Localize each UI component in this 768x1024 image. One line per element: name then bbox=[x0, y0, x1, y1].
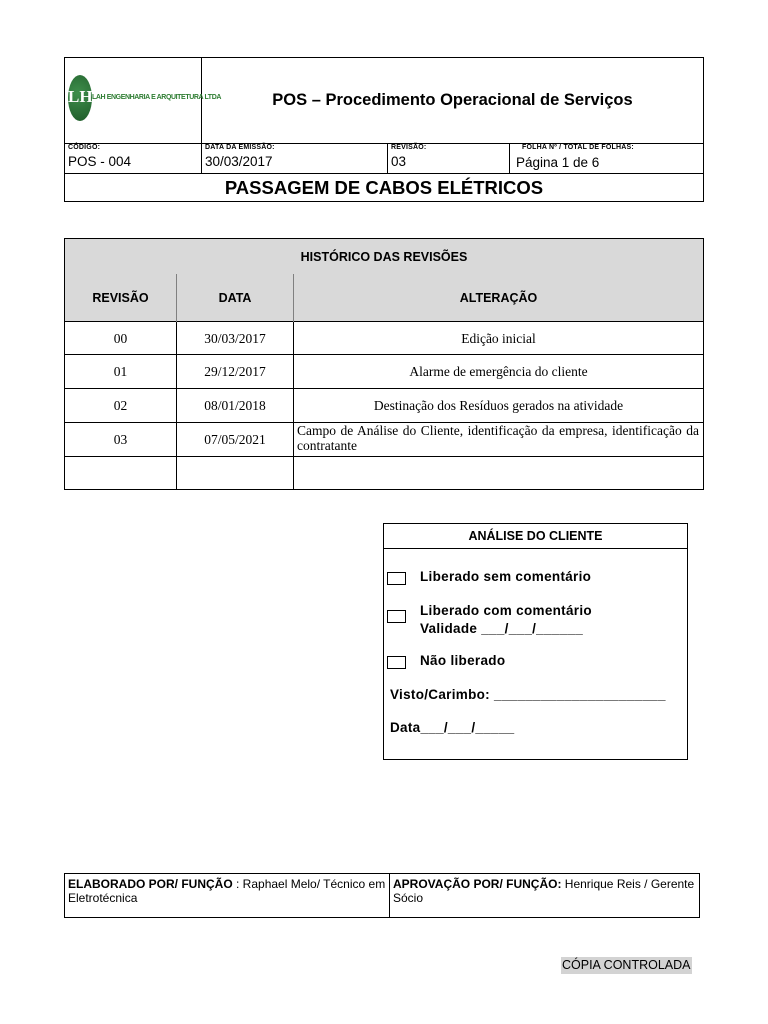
revision-value: 03 bbox=[391, 154, 407, 169]
revision-label: REVISÃO: bbox=[391, 144, 427, 151]
date-cell: 07/05/2021 bbox=[204, 431, 266, 447]
stamp-field[interactable]: Visto/Carimbo: ______________________ bbox=[390, 687, 666, 702]
column-header-date: DATA bbox=[177, 274, 293, 322]
sheet-value: Página 1 de 6 bbox=[516, 155, 600, 170]
revision-history-table bbox=[64, 238, 704, 490]
logo-mark-text: LH bbox=[68, 87, 93, 106]
meta-row bbox=[65, 143, 703, 174]
date-field[interactable]: Data___/___/_____ bbox=[390, 720, 515, 735]
client-analysis-box bbox=[383, 523, 688, 760]
code-value: POS - 004 bbox=[68, 154, 132, 169]
column-header-change: ALTERAÇÃO bbox=[294, 274, 703, 322]
date-cell: 29/12/2017 bbox=[204, 363, 266, 379]
approved-no-comment-label: Liberado sem comentário bbox=[420, 569, 592, 584]
revision-cell: 01 bbox=[113, 363, 128, 379]
issue-date-cell bbox=[202, 144, 388, 174]
not-approved-label: Não liberado bbox=[420, 653, 506, 668]
row-divider bbox=[65, 456, 703, 457]
not-approved-checkbox[interactable] bbox=[387, 656, 406, 669]
column-divider bbox=[293, 274, 294, 322]
issue-date-label: DATA DA EMISSÃO: bbox=[205, 144, 275, 151]
date-cell: 08/01/2018 bbox=[204, 397, 266, 413]
approved-by-value: Henrique Reis / Gerente Sócio bbox=[393, 877, 695, 905]
approved-no-comment-checkbox[interactable] bbox=[387, 572, 406, 585]
revision-cell: 03 bbox=[113, 431, 128, 447]
client-analysis-title: ANÁLISE DO CLIENTE bbox=[384, 524, 687, 549]
controlled-copy-stamp: CÓPIA CONTROLADA bbox=[562, 958, 691, 972]
revision-cell: 02 bbox=[113, 397, 128, 413]
change-cell: Destinação dos Resíduos gerados na atividade bbox=[373, 397, 624, 413]
revision-cell bbox=[388, 144, 510, 174]
approved-by-label: APROVAÇÃO POR/ FUNÇÃO: bbox=[393, 877, 562, 891]
sheet-label: FOLHA Nº / TOTAL DE FOLHAS: bbox=[522, 144, 634, 151]
date-cell: 30/03/2017 bbox=[204, 330, 266, 346]
prepared-by-value: : Raphael Melo/ Técnico em Eletrotécnica bbox=[68, 877, 386, 905]
signature-footer bbox=[64, 873, 700, 918]
company-logo bbox=[68, 75, 92, 121]
approved-with-comment-label: Liberado com comentário bbox=[420, 603, 592, 618]
document-header bbox=[64, 57, 704, 202]
revision-history-title: HISTÓRICO DAS REVISÕES bbox=[65, 239, 703, 275]
code-cell bbox=[65, 144, 202, 174]
approved-by-cell bbox=[390, 874, 699, 917]
column-divider bbox=[176, 274, 177, 322]
issue-date-value: 30/03/2017 bbox=[205, 154, 273, 169]
change-cell: Edição inicial bbox=[461, 330, 536, 346]
change-cell: Alarme de emergência do cliente bbox=[409, 363, 588, 379]
change-cell: Campo de Análise do Cliente, identificação da empresa, identificação da contratante bbox=[297, 423, 699, 453]
approved-with-comment-checkbox[interactable] bbox=[387, 610, 406, 623]
document-title: PASSAGEM DE CABOS ELÉTRICOS bbox=[65, 173, 703, 202]
code-label: CÓDIGO: bbox=[68, 144, 101, 151]
company-name: LAH ENGENHARIA E ARQUITETURA LTDA bbox=[92, 94, 221, 101]
prepared-by-label: ELABORADO POR/ FUNÇÃO bbox=[68, 877, 233, 891]
revision-cell: 00 bbox=[113, 330, 128, 346]
document-type-title: POS – Procedimento Operacional de Serviços bbox=[272, 91, 633, 109]
column-header-revision: REVISÃO bbox=[65, 274, 176, 322]
validity-date-field[interactable]: Validade ___/___/______ bbox=[420, 621, 584, 636]
logo-cell bbox=[65, 58, 221, 143]
sheet-cell bbox=[510, 144, 703, 174]
prepared-by-cell bbox=[65, 874, 390, 917]
